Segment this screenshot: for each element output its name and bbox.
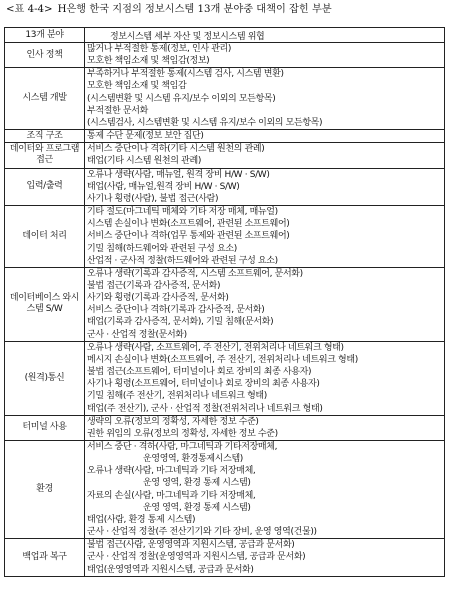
row-items (85, 43, 445, 68)
table-row (5, 143, 445, 168)
table-row (5, 43, 445, 68)
row-item-line: 메시지 손실이나 변화(소프트웨어, 주 전산기, 전위처리나 네트워크 형태) (87, 354, 358, 365)
row-item-line: 군사 · 산업적 정찰(주 전산기기와 기타 장비, 운영 영역(건물)) (87, 527, 317, 538)
row-item-line: 모호한 책임소재 및 책임감 (87, 81, 187, 92)
row-items (85, 341, 445, 415)
row-item-line: (시스템변환 및 시스템 유지/보수 이외의 모든항목) (87, 93, 276, 104)
row-category: 인사 정책 (5, 43, 85, 68)
row-category: 데이터베이스 와시스템 S/W (5, 267, 85, 341)
row-item-line: (시스템검사, 시스템변환 및 시스템 유지/보수 이외의 모든항목) (87, 117, 323, 128)
threat-table (4, 27, 445, 577)
row-category: 터미널 사용 (5, 415, 85, 440)
row-item-line: 불법 접근(기록과 감사증적, 문서화) (87, 280, 221, 291)
row-item-line: 군사 · 산업적 정찰(운영영역과 지원시스템, 공급과 문서화) (87, 552, 306, 563)
row-category: 데이터 처리 (5, 206, 85, 268)
table-title: H은행 한국 지점의 정보시스템 13개 분야중 대책이 잡힌 부분 (57, 4, 332, 15)
row-category: 조직 구조 (5, 130, 85, 143)
row-items (85, 143, 445, 168)
row-item-line: 운영 영역, 환경 통제 시스템) (143, 478, 251, 489)
table-row (5, 267, 445, 341)
row-items (85, 206, 445, 268)
row-item-line: 불법 접근(사람, 운영영역과 지원시스템, 공급과 문서화) (87, 540, 295, 551)
row-item-line: 시스템 손실이나 변화(소프트웨어, 관련된 소프트웨어) (87, 219, 290, 230)
header-category: 13개 분야 (5, 28, 85, 43)
table-number: <표 4-4> (6, 4, 53, 15)
table-header-row (5, 28, 445, 43)
row-items (85, 267, 445, 341)
row-item-line: 서비스 중단이나 격하(기타 시스템 원천의 관례) (87, 144, 265, 155)
row-item-line: 사기나 횡령(소프트웨어, 터미널이나 회로 장비의 최종 사용자) (87, 379, 320, 390)
row-category: (원격)통신 (5, 341, 85, 415)
row-category: 데이터와 프로그램 접근 (5, 143, 85, 168)
row-item-line: 태업(사람, 매뉴얼,원격 장비 H/W · S/W) (87, 181, 240, 192)
row-item-line: 사기나 횡령(사람), 불법 접근(사람) (87, 193, 219, 204)
row-item-line: 자료의 손실(사람, 마그네틱과 기타 저장매체, (87, 490, 256, 501)
row-item-line: 군사 · 산업적 정찰(문서화) (87, 329, 187, 340)
table-row (5, 539, 445, 576)
row-item-line: 오류나 생략(사람, 마그네틱과 기타 저장매체, (87, 466, 256, 477)
row-item-line: 사기와 횡령(기록과 감사증적, 문서화) (87, 293, 229, 304)
row-items (85, 68, 445, 130)
row-item-line: 모호한 책임소재 및 책임감(정보) (87, 56, 210, 67)
row-item-line: 오류나 생략(기록과 감사증적, 시스템 소프트웨어, 문서화) (87, 268, 303, 279)
row-item-line: 생략의 오류(정보의 정확성, 자세한 정보 수준) (87, 416, 259, 427)
row-item-line: 통제 수단 문제(정보 보안 집단) (87, 131, 204, 142)
table-row (5, 415, 445, 440)
row-item-line: 부적절한 문서화 (87, 105, 148, 116)
row-item-line: 태업(사람, 환경 통제 시스템) (87, 514, 196, 525)
row-item-line: 권한 위임의 오류(정보의 정확성, 자세한 정보 수준) (87, 428, 278, 439)
row-items (85, 168, 445, 205)
row-item-line: 운영 영역, 환경 통제 시스템) (143, 502, 251, 513)
header-details: 정보시스템 세부 자산 및 정보시스템 위협 (85, 28, 445, 43)
row-category: 백업과 복구 (5, 539, 85, 576)
row-item-line: 태업(기록과 감사증적, 문서화), 기밀 침해(문서화) (87, 317, 274, 328)
table-row (5, 168, 445, 205)
row-item-line: 오류나 생략(사람, 매뉴얼, 원격 장비 H/W · S/W) (87, 169, 270, 180)
row-category: 환경 (5, 441, 85, 539)
row-item-line: 산업적 · 군사적 정찰(하드웨어와 관련된 구성 요소) (87, 255, 278, 266)
table-row (5, 206, 445, 268)
row-item-line: 태업(운영영역과 지원시스템, 공급과 문서화) (87, 564, 254, 575)
row-category: 시스템 개발 (5, 68, 85, 130)
row-items (85, 441, 445, 539)
table-row (5, 130, 445, 143)
row-item-line: 서비스 중단 · 격하(사람, 마그네틱과 기타저장매체, (87, 442, 278, 452)
table-row (5, 341, 445, 415)
row-item-line: 많거나 부적절한 통제(정보, 인사 관리) (87, 44, 232, 54)
row-item-line: 불법 접근(소프트웨어, 터미널이나 회로 장비의 최종 사용자) (87, 367, 312, 378)
table-row (5, 441, 445, 539)
row-item-line: 서비스 중단이나 격하(기록과 감사증적, 문서화) (87, 305, 265, 316)
row-item-line: 기밀 침해(하드웨어와 관련된 구성 요소) (87, 243, 237, 254)
row-items (85, 130, 445, 143)
row-item-line: 태업(기타 시스템 원천의 관례) (87, 156, 201, 167)
row-item-line: 운영영역, 환경통제시스템) (143, 454, 243, 465)
row-item-line: 기밀 침해(주 전산기, 전위처리나 네트워크 형태) (87, 391, 267, 402)
row-item-line: 기타 절도(마그네틱 매체와 기타 저장 매체, 매뉴얼) (87, 207, 278, 218)
row-item-line: 태업(주 전산기), 군사 · 산업적 정찰(전위처리나 네트워크 형태) (87, 403, 323, 414)
table-row (5, 68, 445, 130)
row-item-line: 오류나 생략(사람, 소프트웨어, 주 전산기, 전위처리나 네트워크 형태) (87, 342, 344, 353)
table-caption (6, 3, 443, 17)
row-item-line: 부족하거나 부적절한 통제(시스템 검사, 시스템 변환) (87, 69, 284, 80)
row-category: 입력/출력 (5, 168, 85, 205)
row-items (85, 415, 445, 440)
row-item-line: 서비스 중단이나 격하(업무 통제와 관련된 소프트웨어) (87, 231, 290, 242)
row-items (85, 539, 445, 576)
